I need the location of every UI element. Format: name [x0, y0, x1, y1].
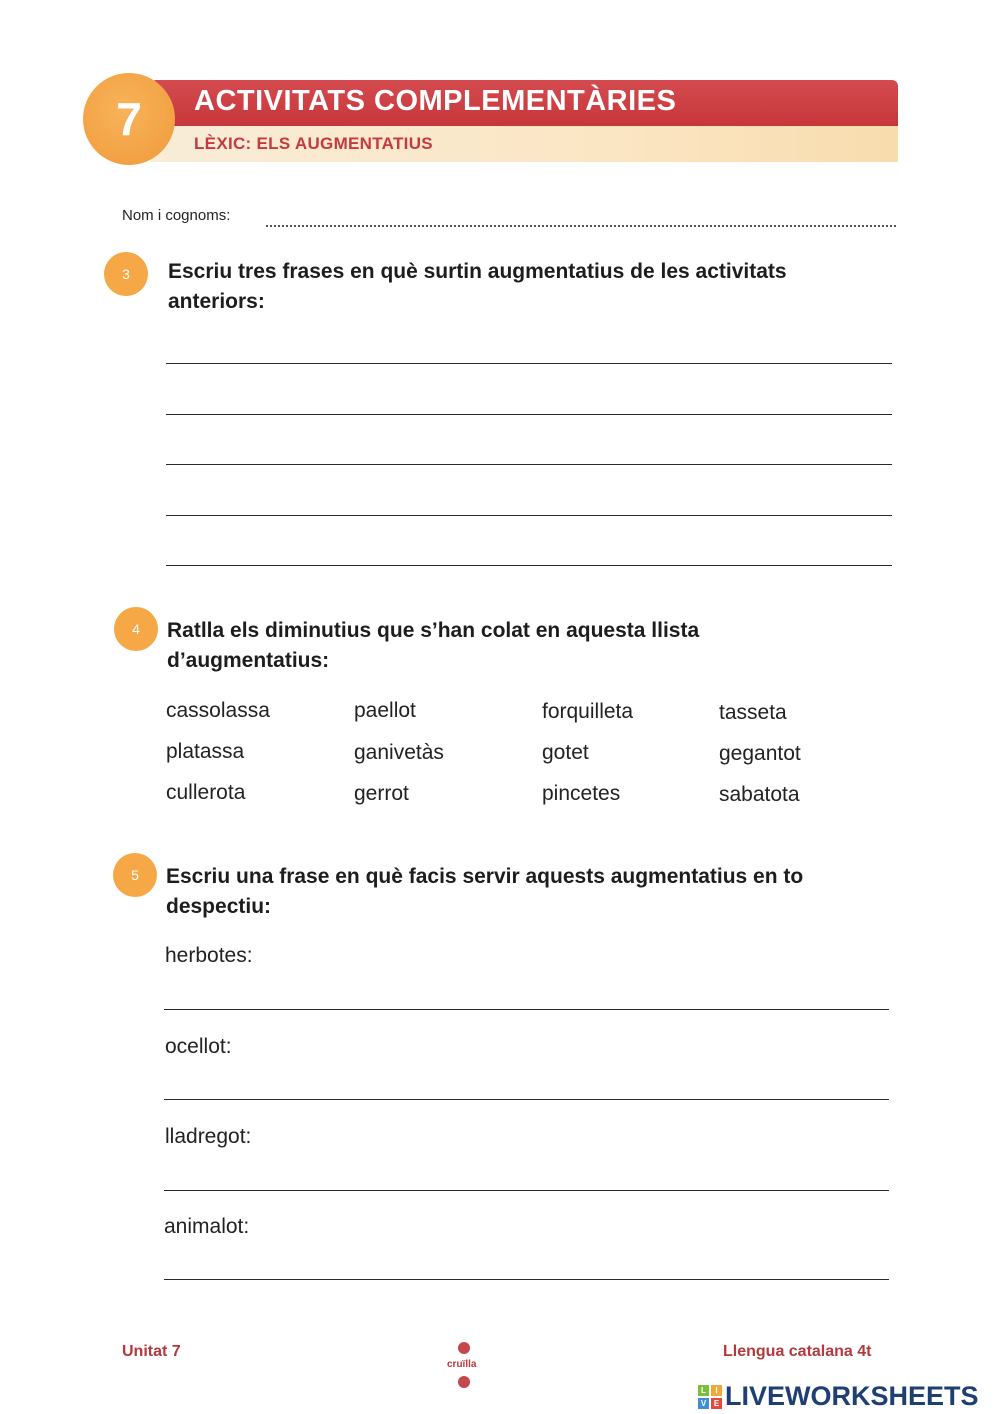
exercise-3-answer-line[interactable]	[166, 414, 892, 415]
exercise-4-line1: Ratlla els diminutius que s’han colat en aquesta llista	[167, 619, 700, 642]
prompt-label: ocellot:	[165, 1035, 232, 1058]
exercise-5-answer-line[interactable]	[164, 1009, 889, 1010]
exercise-3-instruction	[168, 257, 787, 317]
word-item[interactable]: ganivetàs	[354, 741, 444, 764]
publisher-logo-dot-icon	[458, 1376, 470, 1388]
publisher-logo: cruïlla	[447, 1359, 477, 1370]
name-label: Nom i cognoms:	[122, 207, 231, 224]
word-item[interactable]: forquilleta	[542, 700, 634, 723]
word-item[interactable]: pincetes	[542, 782, 621, 805]
publisher-logo-dot-icon	[458, 1342, 470, 1354]
word-item[interactable]: gerrot	[354, 782, 409, 805]
word-item[interactable]: gotet	[542, 741, 589, 764]
footer-unit: Unitat 7	[122, 1343, 181, 1360]
exercise-4-badge: 4	[114, 607, 158, 651]
word-item[interactable]: cassolassa	[166, 699, 270, 722]
logo-letter: E	[711, 1398, 722, 1409]
word-item[interactable]: gegantot	[719, 742, 801, 765]
exercise-4-instruction	[167, 616, 699, 676]
exercise-3-badge: 3	[104, 252, 148, 296]
exercise-3-answer-line[interactable]	[166, 464, 892, 465]
watermark-text: LIVEWORKSHEETS	[725, 1381, 979, 1411]
prompt-label: herbotes:	[165, 944, 253, 967]
word-item[interactable]: tasseta	[719, 701, 787, 724]
exercise-5-answer-line[interactable]	[164, 1190, 889, 1191]
word-item[interactable]: cullerota	[166, 781, 246, 804]
liveworksheets-logo-icon	[698, 1385, 722, 1409]
word-item[interactable]: paellot	[354, 699, 416, 722]
name-input-line[interactable]	[266, 225, 896, 227]
footer-subject: Llengua catalana 4t	[723, 1343, 872, 1360]
prompt-label: animalot:	[164, 1215, 250, 1238]
logo-letter: I	[711, 1385, 722, 1396]
exercise-3-answer-line[interactable]	[166, 363, 892, 364]
liveworksheets-watermark[interactable]	[698, 1381, 979, 1412]
exercise-5-line2: despectiu:	[166, 895, 272, 918]
logo-letter: L	[698, 1385, 709, 1396]
page-title: ACTIVITATS COMPLEMENTÀRIES	[194, 85, 677, 117]
page-subtitle: LÈXIC: ELS AUGMENTATIUS	[194, 134, 433, 153]
exercise-5-badge: 5	[113, 853, 157, 897]
unit-number-badge: 7	[83, 73, 175, 165]
exercise-3-line1: Escriu tres frases en què surtin augmentatius de les activitats	[168, 260, 787, 283]
exercise-5-line1: Escriu una frase en què facis servir aquests augmentatius en to	[166, 865, 804, 888]
exercise-3-line2: anteriors:	[168, 290, 265, 313]
exercise-5-answer-line[interactable]	[164, 1099, 889, 1100]
exercise-4-line2: d’augmentatius:	[167, 649, 330, 672]
exercise-3-answer-line[interactable]	[166, 515, 892, 516]
word-item[interactable]: platassa	[166, 740, 245, 763]
exercise-5-instruction	[166, 862, 803, 922]
logo-letter: V	[698, 1398, 709, 1409]
exercise-5-answer-line[interactable]	[164, 1279, 889, 1280]
prompt-label: lladregot:	[165, 1125, 252, 1148]
word-item[interactable]: sabatota	[719, 783, 800, 806]
exercise-3-answer-line[interactable]	[166, 565, 892, 566]
